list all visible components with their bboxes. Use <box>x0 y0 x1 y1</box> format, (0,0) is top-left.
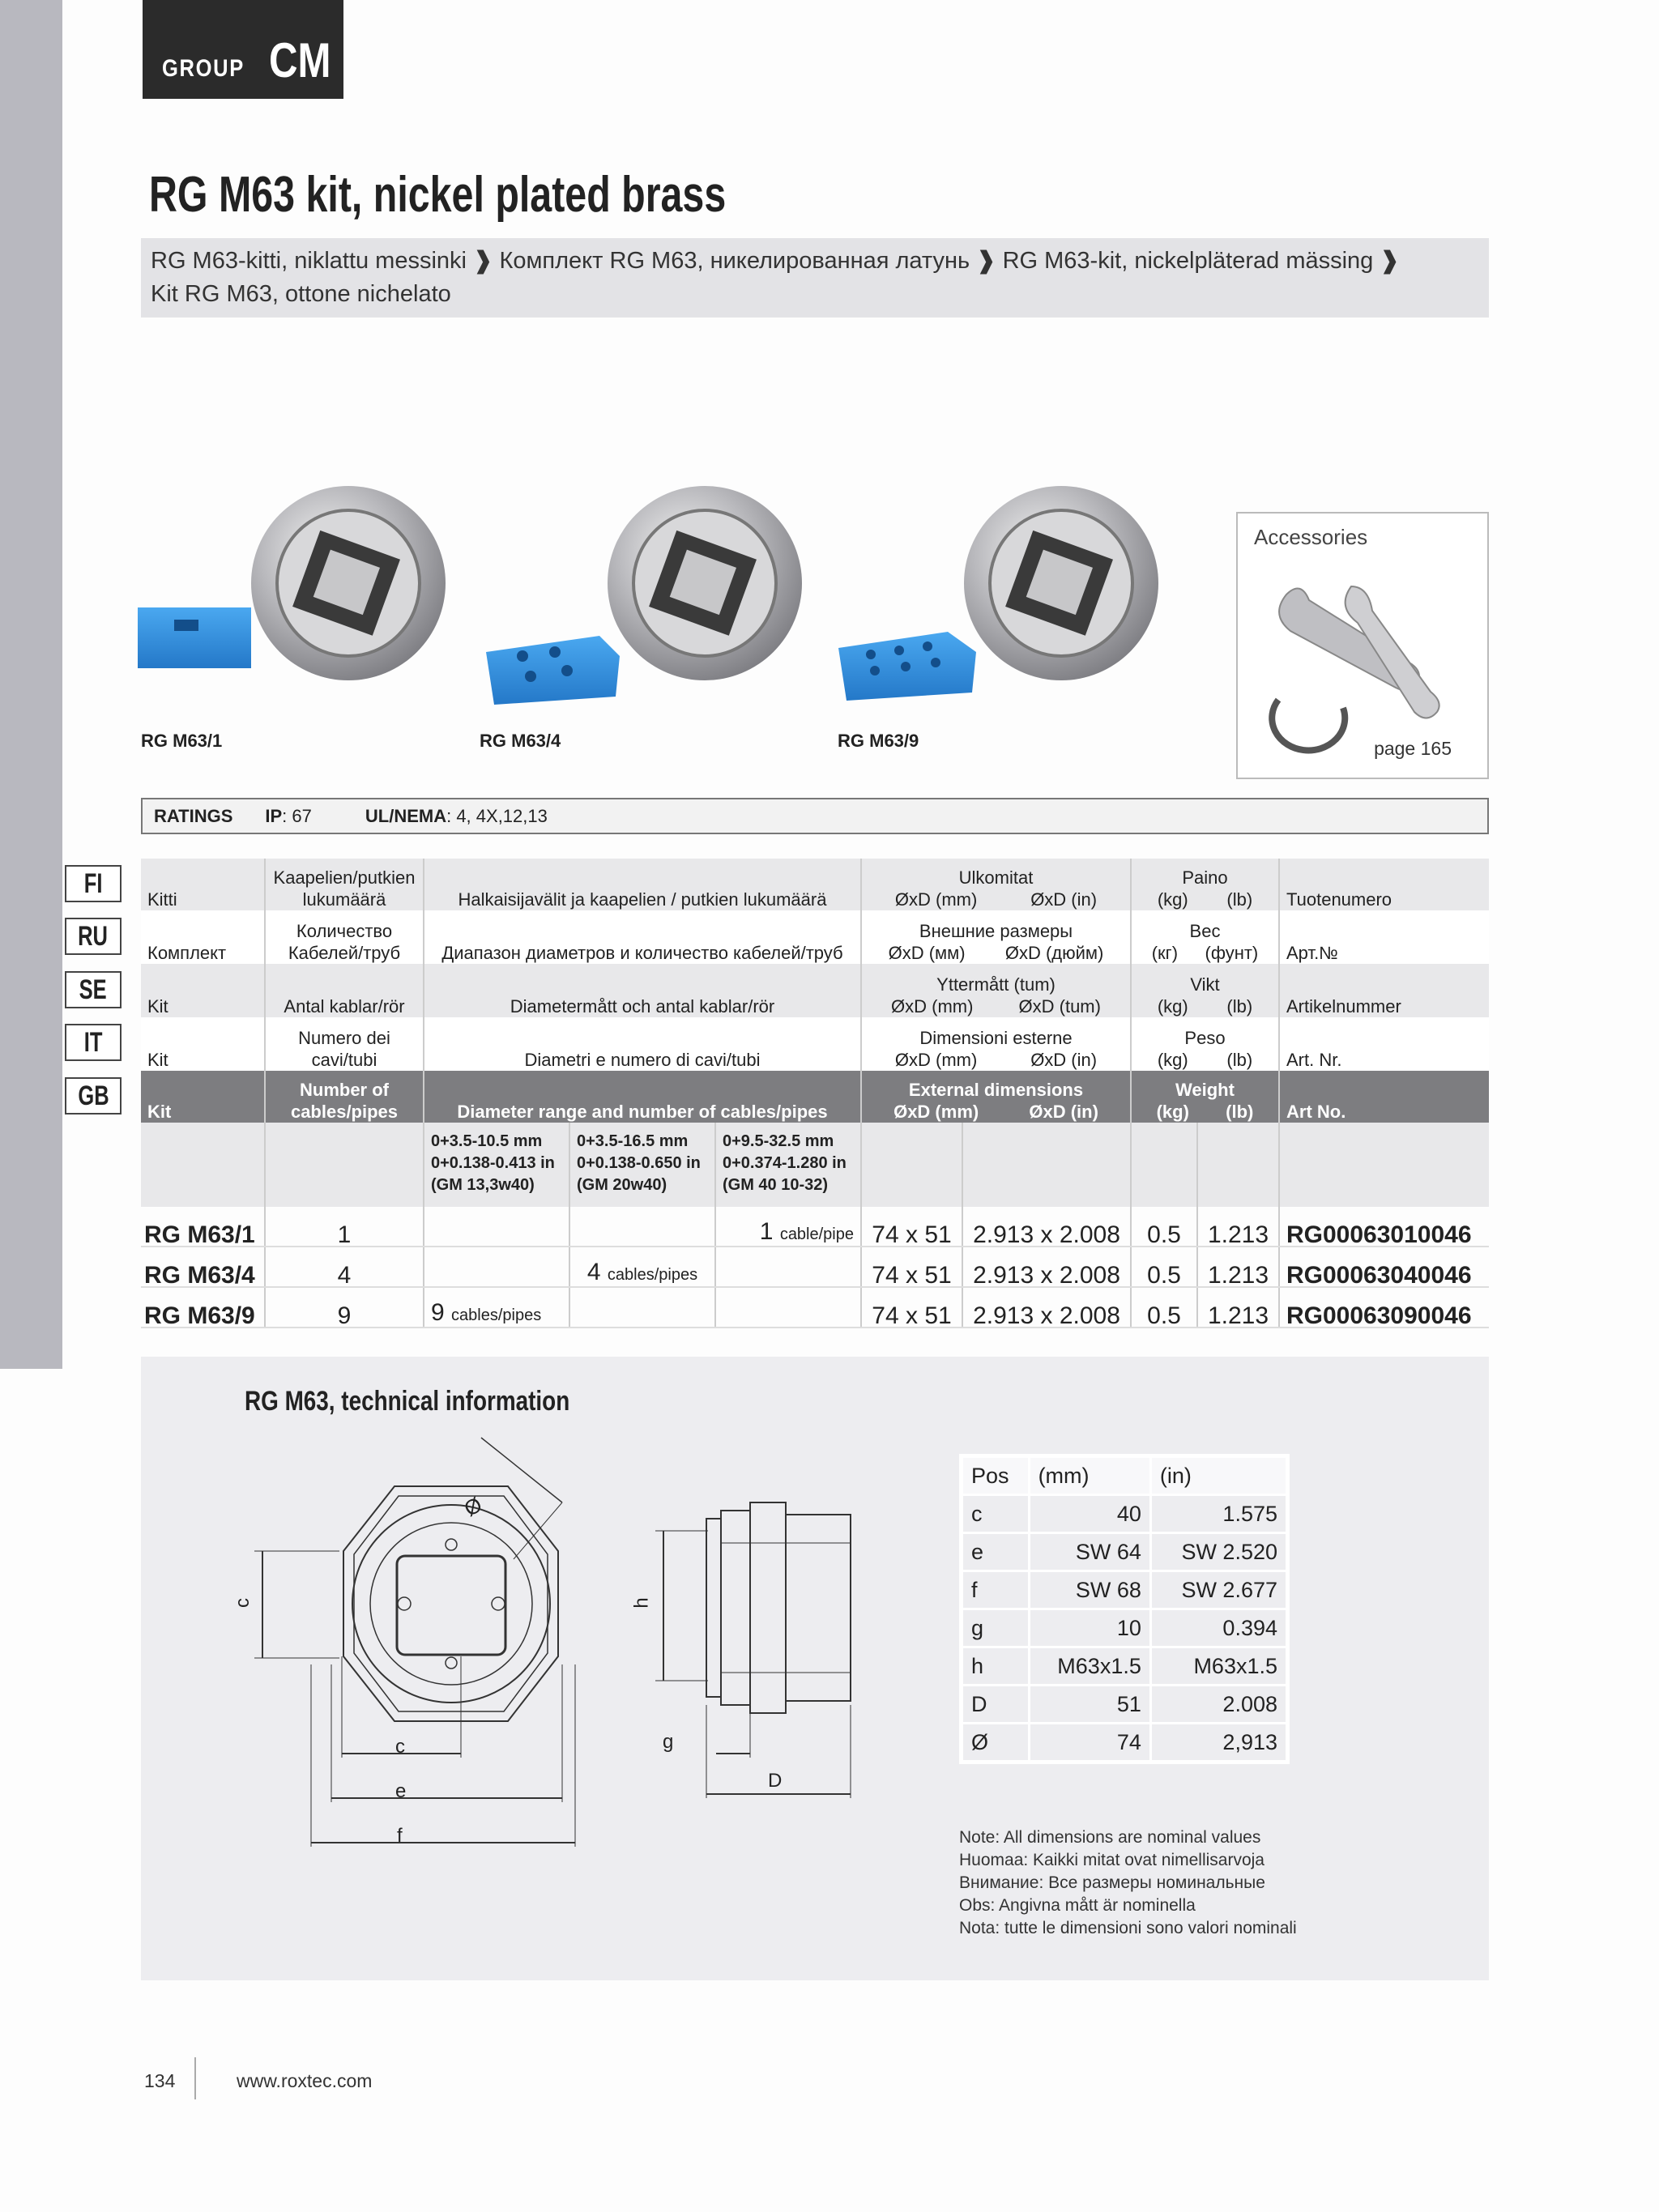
header-row-fi: Kitti Kaapelien/putkien lukumäärä Halkaisijavälit ja kaapelien / putkien lukumäärä Ulkomitat ØxD (mm) ØxD (in) Paino (kg) (lb) Tuotenumero <box>141 859 1489 910</box>
lang-badge-se: SE <box>65 971 122 1008</box>
subtitle-fi: RG M63-kitti, niklattu messinki <box>151 248 467 274</box>
product-photo-4 <box>486 486 802 705</box>
accessories-page-ref: page 165 <box>1374 738 1452 759</box>
table-row: RG M63/9 9 9 cables/pipes 74 x 51 2.913 x 2.008 0.5 1.213 RG00063090046 <box>141 1287 1489 1328</box>
ratings-bar <box>141 798 1489 834</box>
nominal-notes <box>959 1826 1297 1940</box>
dimension-row: e SW 64 SW 2.520 <box>962 1533 1287 1571</box>
technical-drawing <box>141 1357 951 1980</box>
wrench-icon <box>1254 578 1448 757</box>
dimension-row: h M63x1.5 M63x1.5 <box>962 1647 1287 1686</box>
dimension-row: g 10 0.394 <box>962 1609 1287 1647</box>
drawing-label-f: f <box>397 1825 403 1847</box>
dimension-row: D 51 2.008 <box>962 1686 1287 1724</box>
product-label: RG M63/9 <box>838 731 919 751</box>
product-photo-9 <box>838 486 1158 701</box>
header-row-gb: Kit Number of cables/pipes Diameter range and number of cables/pipes External dimensions ØxD (mm) ØxD (in) Weight (kg) (lb) Art No. <box>141 1071 1489 1123</box>
drawing-label-c-bottom: c <box>395 1736 405 1758</box>
footer-link[interactable]: www.roxtec.com <box>237 2070 373 2091</box>
note-line: Внимание: Все размеры номинальные <box>959 1873 1265 1892</box>
dimension-header: Pos (mm) (in) <box>962 1457 1287 1495</box>
subtitle-box <box>141 238 1489 318</box>
group-prefix: GROUP <box>162 55 245 82</box>
ip-value: : 67 <box>282 805 312 826</box>
subtitle-se: RG M63-kit, nickelpläterad mässing <box>1002 248 1374 274</box>
technical-panel <box>141 1357 1489 1980</box>
note-line: Obs: Angivna mått är nominella <box>959 1896 1196 1915</box>
range-row <box>141 1123 1489 1207</box>
header-row-it: Kit Numero dei cavi/tubi Diametri e numero di cavi/tubi Dimensioni esterne ØxD (mm) ØxD (in) Peso (kg) (lb) Art. Nr. <box>141 1017 1489 1071</box>
ip-label: IP <box>265 805 283 826</box>
lang-badge-gb: GB <box>65 1077 122 1115</box>
header-row-se: Kit Antal kablar/rör Diametermått och antal kablar/rör Yttermått (tum) ØxD (mm) ØxD (tum) Vikt (kg) (lb) Artikelnummer <box>141 964 1489 1017</box>
accessories-title: Accessories <box>1254 525 1368 549</box>
note-line: Huomaa: Kaikki mitat ovat nimellisarvoja <box>959 1851 1265 1869</box>
drawing-label-g: g <box>663 1731 674 1753</box>
range-1: 0+3.5-10.5 mm 0+0.138-0.413 in (GM 13,3w40) <box>424 1123 569 1207</box>
ul-label: UL/NEMA <box>365 805 447 826</box>
separator-icon: ❱ <box>976 248 996 274</box>
drawing-label-D: D <box>768 1770 783 1792</box>
spec-table <box>141 859 1489 1328</box>
dimension-row: f SW 68 SW 2.677 <box>962 1571 1287 1609</box>
footer-divider <box>194 2057 196 2099</box>
group-badge <box>143 0 343 99</box>
lang-badge-ru: RU <box>65 918 122 955</box>
dimension-row: Ø 74 2,913 <box>962 1724 1287 1762</box>
separator-icon: ❱ <box>1380 248 1400 274</box>
table-row: RG M63/4 4 4 cables/pipes 74 x 51 2.913 x 2.008 0.5 1.213 RG00063040046 <box>141 1247 1489 1287</box>
product-label: RG M63/1 <box>141 731 223 751</box>
lang-badge-fi: FI <box>65 865 122 902</box>
page-title: RG M63 kit, nickel plated brass <box>149 167 727 223</box>
table-row: RG M63/1 1 1 cable/pipe 74 x 51 2.913 x 2.008 0.5 1.213 RG00063010046 <box>141 1207 1489 1247</box>
separator-icon: ❱ <box>473 248 493 274</box>
page-number: 134 <box>144 2070 176 2091</box>
drawing-label-phi: Ø <box>459 1492 487 1522</box>
lang-badge-it: IT <box>65 1024 122 1061</box>
drawing-label-c: c <box>232 1598 254 1608</box>
side-bar <box>0 0 62 1369</box>
dimension-table <box>959 1454 1290 1764</box>
product-label: RG M63/4 <box>480 731 561 751</box>
product-photos <box>130 454 1215 721</box>
subtitle-it: Kit RG M63, ottone nichelato <box>151 281 451 307</box>
group-code: CM <box>269 33 331 87</box>
note-line: Nota: tutte le dimensioni sono valori nominali <box>959 1919 1297 1937</box>
note-line: Note: All dimensions are nominal values <box>959 1828 1261 1847</box>
technical-title: RG M63, technical information <box>245 1386 570 1417</box>
accessories-box <box>1236 512 1489 779</box>
subtitle-ru: Комплект RG M63, никелированная латунь <box>499 248 970 274</box>
ul-value: : 4, 4X,12,13 <box>446 805 548 826</box>
product-photo-1 <box>138 486 446 680</box>
range-2: 0+3.5-16.5 mm 0+0.138-0.650 in (GM 20w40) <box>569 1123 715 1207</box>
drawing-label-h: h <box>630 1597 653 1609</box>
drawing-label-e: e <box>395 1780 407 1802</box>
header-row-ru: Комплект Количество Кабелей/труб Диапазон диаметров и количество кабелей/труб Внешние размеры ØxD (мм) ØxD (дюйм) Вес (кг) (фунт) Арт.№ <box>141 910 1489 964</box>
ratings-label: RATINGS <box>154 805 233 826</box>
range-3: 0+9.5-32.5 mm 0+0.374-1.280 in (GM 40 10-32) <box>715 1123 861 1207</box>
dimension-row: c 40 1.575 <box>962 1495 1287 1533</box>
